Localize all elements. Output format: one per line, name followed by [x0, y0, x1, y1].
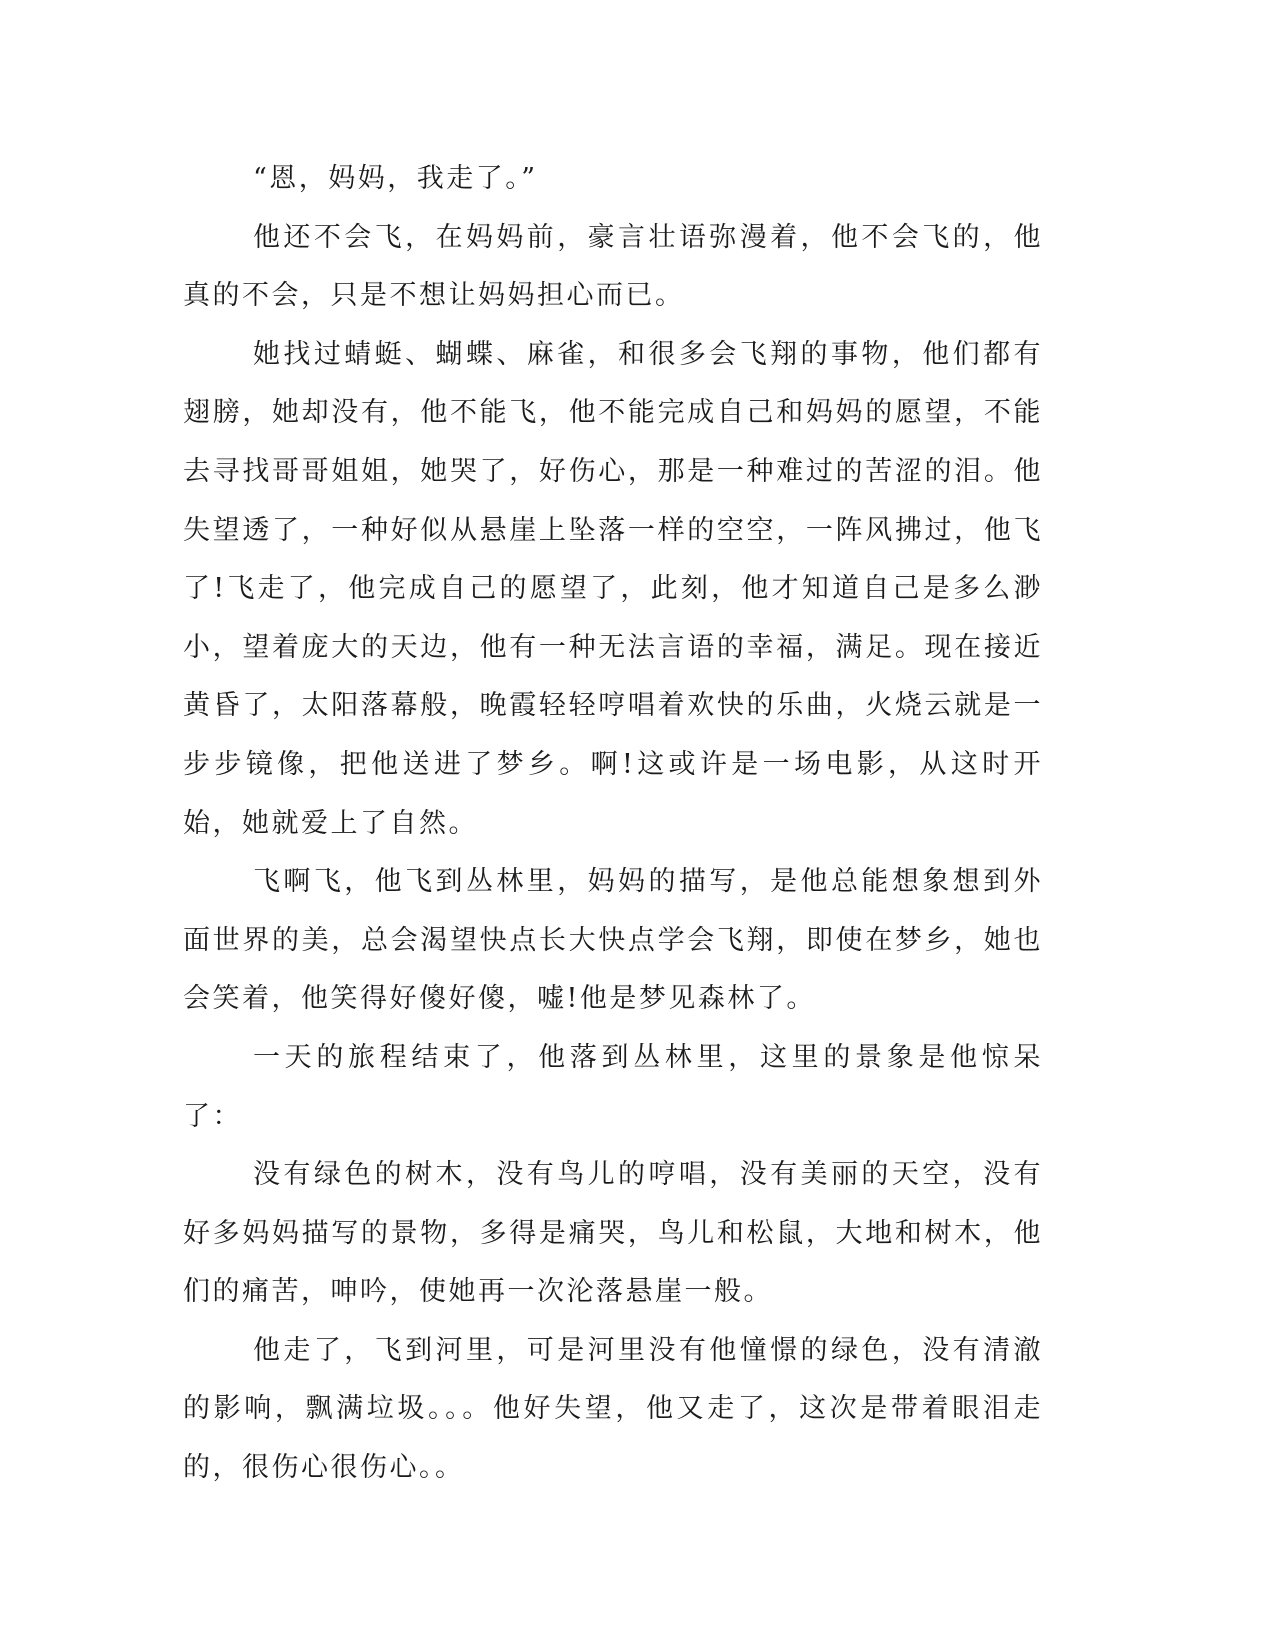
paragraph-2: 他还不会飞，在妈妈前，豪言壮语弥漫着，他不会飞的，他真的不会，只是不想让妈妈担心而已。 [183, 221, 1043, 312]
paragraph-7: 他走了，飞到河里，可是河里没有他憧憬的绿色，没有清澈的影响，飘满垃圾。。。他好失望，他又走了，这次是带着眼泪走的，很伤心很伤心。。 [183, 1334, 1043, 1484]
document-body [183, 150, 1043, 1498]
paragraph-6: 没有绿色的树木，没有鸟儿的哼唱，没有美丽的天空，没有好多妈妈描写的景物，多得是痛哭，鸟儿和松鼠，大地和树木，他们的痛苦，呻吟，使她再一次沦落悬崖一般。 [183, 1159, 1043, 1308]
paragraph-4: 飞啊飞，他飞到丛林里，妈妈的描写，是他总能想象想到外面世界的美，总会渴望快点长大快点学会飞翔，即使在梦乡，她也会笑着，他笑得好傻好傻，嘘!他是梦见森林了。 [183, 866, 1043, 1015]
paragraph-1: “恩，妈妈，我走了。” [253, 163, 538, 194]
paragraph-3: 她找过蜻蜓、蝴蝶、麻雀，和很多会飞翔的事物，他们都有翅膀，她却没有，他不能飞，他不能完成自己和妈妈的愿望，不能去寻找哥哥姐姐，她哭了，好伤心，那是一种难过的苦涩的泪。他失望透了，一种好似从悬崖上坠落一样的空空，一阵风拂过，他飞了!飞走了，他完成自己的愿望了，此刻，他才知道自己是多么渺小，望着庞大的天边，他有一种无法言语的幸福，满足。现在接近黄昏了，太阳落幕般，晚霞轻轻哼唱着欢快的乐曲，火烧云就是一步步镜像，把他送进了梦乡。啊!这或许是一场电影，从这时开始，她就爱上了自然。 [183, 338, 1043, 839]
paragraph-5: 一天的旅程结束了，他落到丛林里，这里的景象是他惊呆了： [183, 1041, 1043, 1132]
